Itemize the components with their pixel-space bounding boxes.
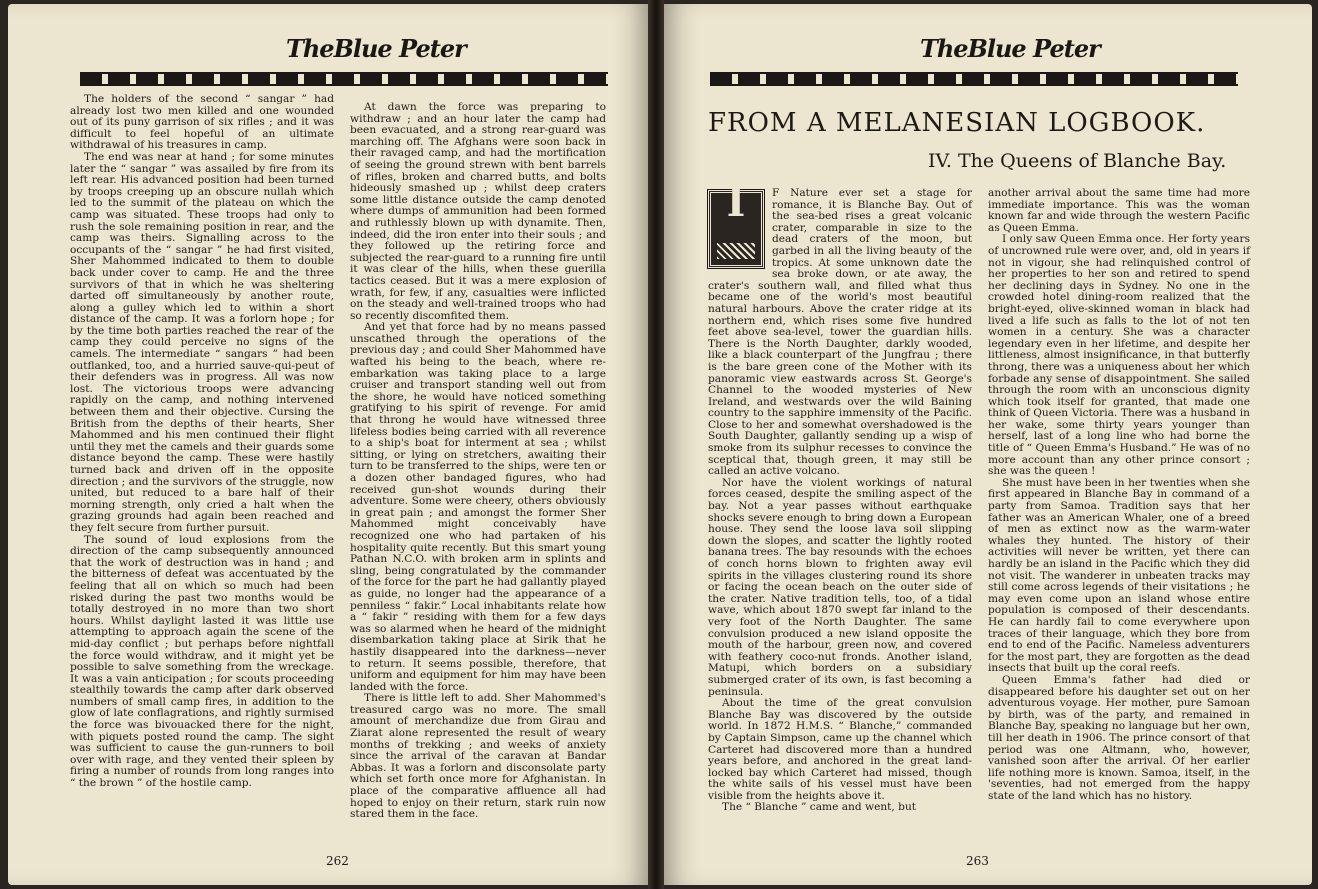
article-subtitle: IV. The Queens of Blanche Bay. xyxy=(928,150,1227,172)
dropcap-ornament xyxy=(708,179,764,268)
masthead-left: TheBlue Peter xyxy=(286,34,466,63)
paragraph: There is little left to add. Sher Mahommed's treasured cargo was no more. The small amount of merchandize due from Girau and Ziarat alone represented the result of weary months of trekking ; and weeks of anxiety since the arrival of the caravan at Bandar Abbas. It was a forlorn and disconsolate party which set forth once more for Afghanistan. In place of the comparative affluence all had hoped to enjoy on their return, stark ruin now stared them in the face. xyxy=(350,692,606,821)
article-title: FROM A MELANESIAN LOGBOOK. xyxy=(708,108,1206,138)
decorative-rule-right xyxy=(710,72,1238,86)
page-number-left: 262 xyxy=(326,854,349,868)
left-column-2 xyxy=(350,102,606,846)
masthead-right: TheBlue Peter xyxy=(920,34,1100,63)
paragraph: The “ Blanche ” came and went, but xyxy=(722,801,917,814)
page-number-right: 263 xyxy=(966,854,989,868)
paragraph: The end was near at hand ; for some minutes later the “ sangar ” was assailed by fire from its left rear. His advanced position had been turned by troops creeping up an obscure nullah which led to the summit of the plateau on which the camp was situated. These troops had only to rush the sole remaining position in rear, and the camp was theirs. Signalling across to the occupants of the “ sangar ” he had first visited, Sher Mahommed indicated to them to double back under cover to camp. He and the three survivors of that in which he was sheltering darted off simultaneously by another route, along a gulley which led to within a short distance of the camp. It was a forlorn hope ; for by the time both parties reached the rear of the camp they could perceive no signs of the camels. The intermediate “ sangars ” had been outflanked, too, and a hurried sauve-qui-peut of their defenders was in progress. All was now lost. The victorious troops were advancing rapidly on the camp, and nothing intervened between them and their objective. Cursing the British from the depths of their hearts, Sher Mahommed and his men continued their flight until they met the camels and their guards some distance beyond the camp. These were hastily turned back and driven off in the opposite direction ; and the survivors of the struggle, now united, but reduced to a bare half of their morning strength, only cried a halt when the grazing grounds had again been reached and they felt secure from further pursuit. xyxy=(70,150,334,534)
paragraph: Nor have the violent workings of natural forces ceased, despite the smiling aspect of the bay. Not a year passes without earthquake shocks severe enough to bring down a European house. They send the loose lava soil slipping down the slopes, and scatter the lightly rooted banana trees. The bay resounds with the echoes of conch horns blown to frighten away evil spirits in the villages clustering round its shore or facing the ocean beach on the outer side of the crater. Native tradition tells, too, of a tidal wave, which about 1870 swept far inland to the very foot of the North Daughter. The same convulsion produced a new island opposite the mouth of the harbour, green now, and covered with feathery coco-nut fronds. Another island, Matupi, which borders on a subsidiary submerged crater of its own, is fast becoming a peninsula. xyxy=(708,476,972,698)
paragraph: About the time of the great convulsion Blanche Bay was discovered by the outside world. In 1872 H.M.S. “ Blanche,” commanded by Captain Simpson, came up the channel which Carteret had discovered more than a hundred years before, and anchored in the great land-locked bay which Carteret had missed, though the white sails of his vessel must have been visible from the heights above it. xyxy=(708,697,972,802)
paragraph: Queen Emma's father had died or disappeared before his daughter set out on her adventurous voyage. Her mother, pure Samoan by birth, was of the party, and remained in Blanche Bay, speaking no language but her own, till her death in 1906. The prince consort of that period was one Altmann, who, however, vanished soon after the arrival. Of her earlier life nothing more is known. Samoa, itself, in the 'seventies, had not emerged from the happy state of the land which has no history. xyxy=(988,673,1250,802)
dropcap-ornament-pattern xyxy=(717,243,755,259)
book-gutter xyxy=(648,0,664,889)
paragraph: F Nature ever set a stage for romance, it is Blanche Bay. Out of the sea-bed rises a great volcanic crater, comparable in size to the dead craters of the moon, but garbed in all the living beauty of the tropics. At some unknown date the sea broke down, or ate away, the crater's southern wall, and filled what thus became one of the world's most beautiful natural harbours. Above the crater ridge at its northern end, which rises some five hundred feet above sea-level, tower the guardian hills. There is the North Daughter, darkly wooded, like a black counterpart of the Jungfrau ; there is the bare green cone of the Mother with its panoramic view eastwards across St. George's Channel to the wooded mysteries of New Ireland, and westwards over the wild Baining country to the sapphire immensity of the Pacific. Close to her and somewhat overshadowed is the South Daughter, gallantly sending up a wisp of smoke from its sulphur recesses to convince the sceptical that, though green, it may still be called an active volcano. xyxy=(708,187,972,478)
paragraph: The holders of the second “ sangar ” had already lost two men killed and one wounded out of its puny garrison of six rifles ; and it was difficult to feel hopeful of an ultimate withdrawal of his treasures in camp. xyxy=(70,93,334,152)
paragraph: another arrival about the same time had more immediate importance. This was the woman known far and wide through the western Pacific as Queen Emma. xyxy=(988,187,1250,234)
right-column-1 xyxy=(708,179,972,848)
right-page xyxy=(658,4,1312,885)
decorative-rule-left xyxy=(80,72,608,86)
dropcap-letter: I xyxy=(726,179,746,226)
left-page xyxy=(8,4,654,885)
paragraph: And yet that force had by no means passed unscathed through the operations of the previous day ; and could Sher Mahommed have wafted his being to the beach, where re-embarkation was taking place to a large cruiser and transport standing well out from the shore, he would have noticed something gratifying to his spirit of revenge. For amid that throng he would have witnessed three lifeless bodies being carried with all reverence to a ship's boat for interment at sea ; whilst sitting, or lying on stretchers, awaiting their turn to be transferred to the ships, were ten or a dozen other bandaged figures, who had received gun-shot wounds during their adventure. Some were cheery, others obviously in great pain ; and amongst the former Sher Mahommed might conceivably have recognized one who had partaken of his hospitality quite recently. But this smart young Pathan N.C.O. with broken arm in splints and sling, being congratulated by the commander of the force for the part he had gallantly played as guide, no longer had the appearance of a penniless “ fakir.” Local inhabitants relate how a “ fakir ” residing with them for a few days was so alarmed when he heard of the midnight disembarkation taking place at Sirik that he hastily disappeared into the darkness—never to return. It seems possible, therefore, that uniform and equipment for him may have been landed with the force. xyxy=(350,321,606,693)
paragraph: She must have been in her twenties when she first appeared in Blanche Bay in command of a party from Samoa. Tradition says that her father was an American Whaler, one of a breed of men as extinct now as the warm-water whales they hunted. The history of their activities will never be written, yet there can hardly be an island in the Pacific which they did not visit. The wanderer in unbeaten tracks may still come across legends of their visitations ; he may even come upon an island whose entire population is composed of their descendants. He can hardly fail to come everywhere upon traces of their language, which they bore from end to end of the Pacific. Nameless adventurers for the most part, they are forgotten as the dead insects that built up the coral reefs. xyxy=(988,476,1250,675)
paragraph: At dawn the force was preparing to withdraw ; and an hour later the camp had been evacuated, and a strong rear-guard was marching off. The Afghans were soon back in their ravaged camp, and had the mortification of seeing the ground strewn with bent barrels of rifles, broken and charred butts, and bolts hideously smashed up ; whilst deep craters some little distance outside the camp denoted where dumps of ammunition had been formed and ruthlessly blown up with dynamite. Then, indeed, did the iron enter into their souls ; and they followed up the retiring force and subjected the rear-guard to a running fire until it was clear of the hills, when these guerilla tactics ceased. But it was a mere explosion of wrath, for few, if any, casualties were inflicted on the steady and well-trained troops who had so recently discomfited them. xyxy=(350,101,606,322)
paragraph: I only saw Queen Emma once. Her forty years of uncrowned rule were over, and, old in years if not in vigour, she had relinquished control of her properties to her son and retired to spend her declining days in Sydney. No one in the crowded hotel dining-room realized that the bright-eyed, olive-skinned woman in black had lived a life such as falls to the lot of not ten women in a century. She was a character legendary even in her lifetime, and despite her littleness, almost insignificance, in that butterfly throng, there was a uniqueness about her which forbade any sense of disappointment. She sailed through the room with an unconscious dignity which took itself for granted, that made one think of Queen Victoria. There was a husband in her wake, some thirty years younger than herself, last of a long line who had borne the title of “ Queen Emma's Husband.” He was of no more account than any other prince consort ; she was the queen ! xyxy=(988,233,1250,478)
left-column-1 xyxy=(70,94,334,846)
right-column-2 xyxy=(988,188,1250,848)
paragraph: The sound of loud explosions from the direction of the camp subsequently announced that the work of destruction was in hand ; and the bitterness of defeat was accentuated by the feeling that all on which so much had been risked during the past two months would be totally destroyed in no more than two short hours. Whilst daylight lasted it was little use attempting to approach again the scene of the mid-day conflict ; but perhaps before nightfall the force would withdraw, and it might yet be possible to salve something from the wreckage. It was a vain anticipation ; for scouts proceeding stealthily towards the camp after dark observed numbers of small camp fires, in addition to the glow of late conflagrations, and rightly surmised the force was bivouacked there for the night, with piquets posted round the camp. The sight was sufficient to cause the gun-runners to boil over with rage, and they vented their spleen by firing a number of rounds from long ranges into “ the brown ” of the hostile camp. xyxy=(70,533,334,790)
